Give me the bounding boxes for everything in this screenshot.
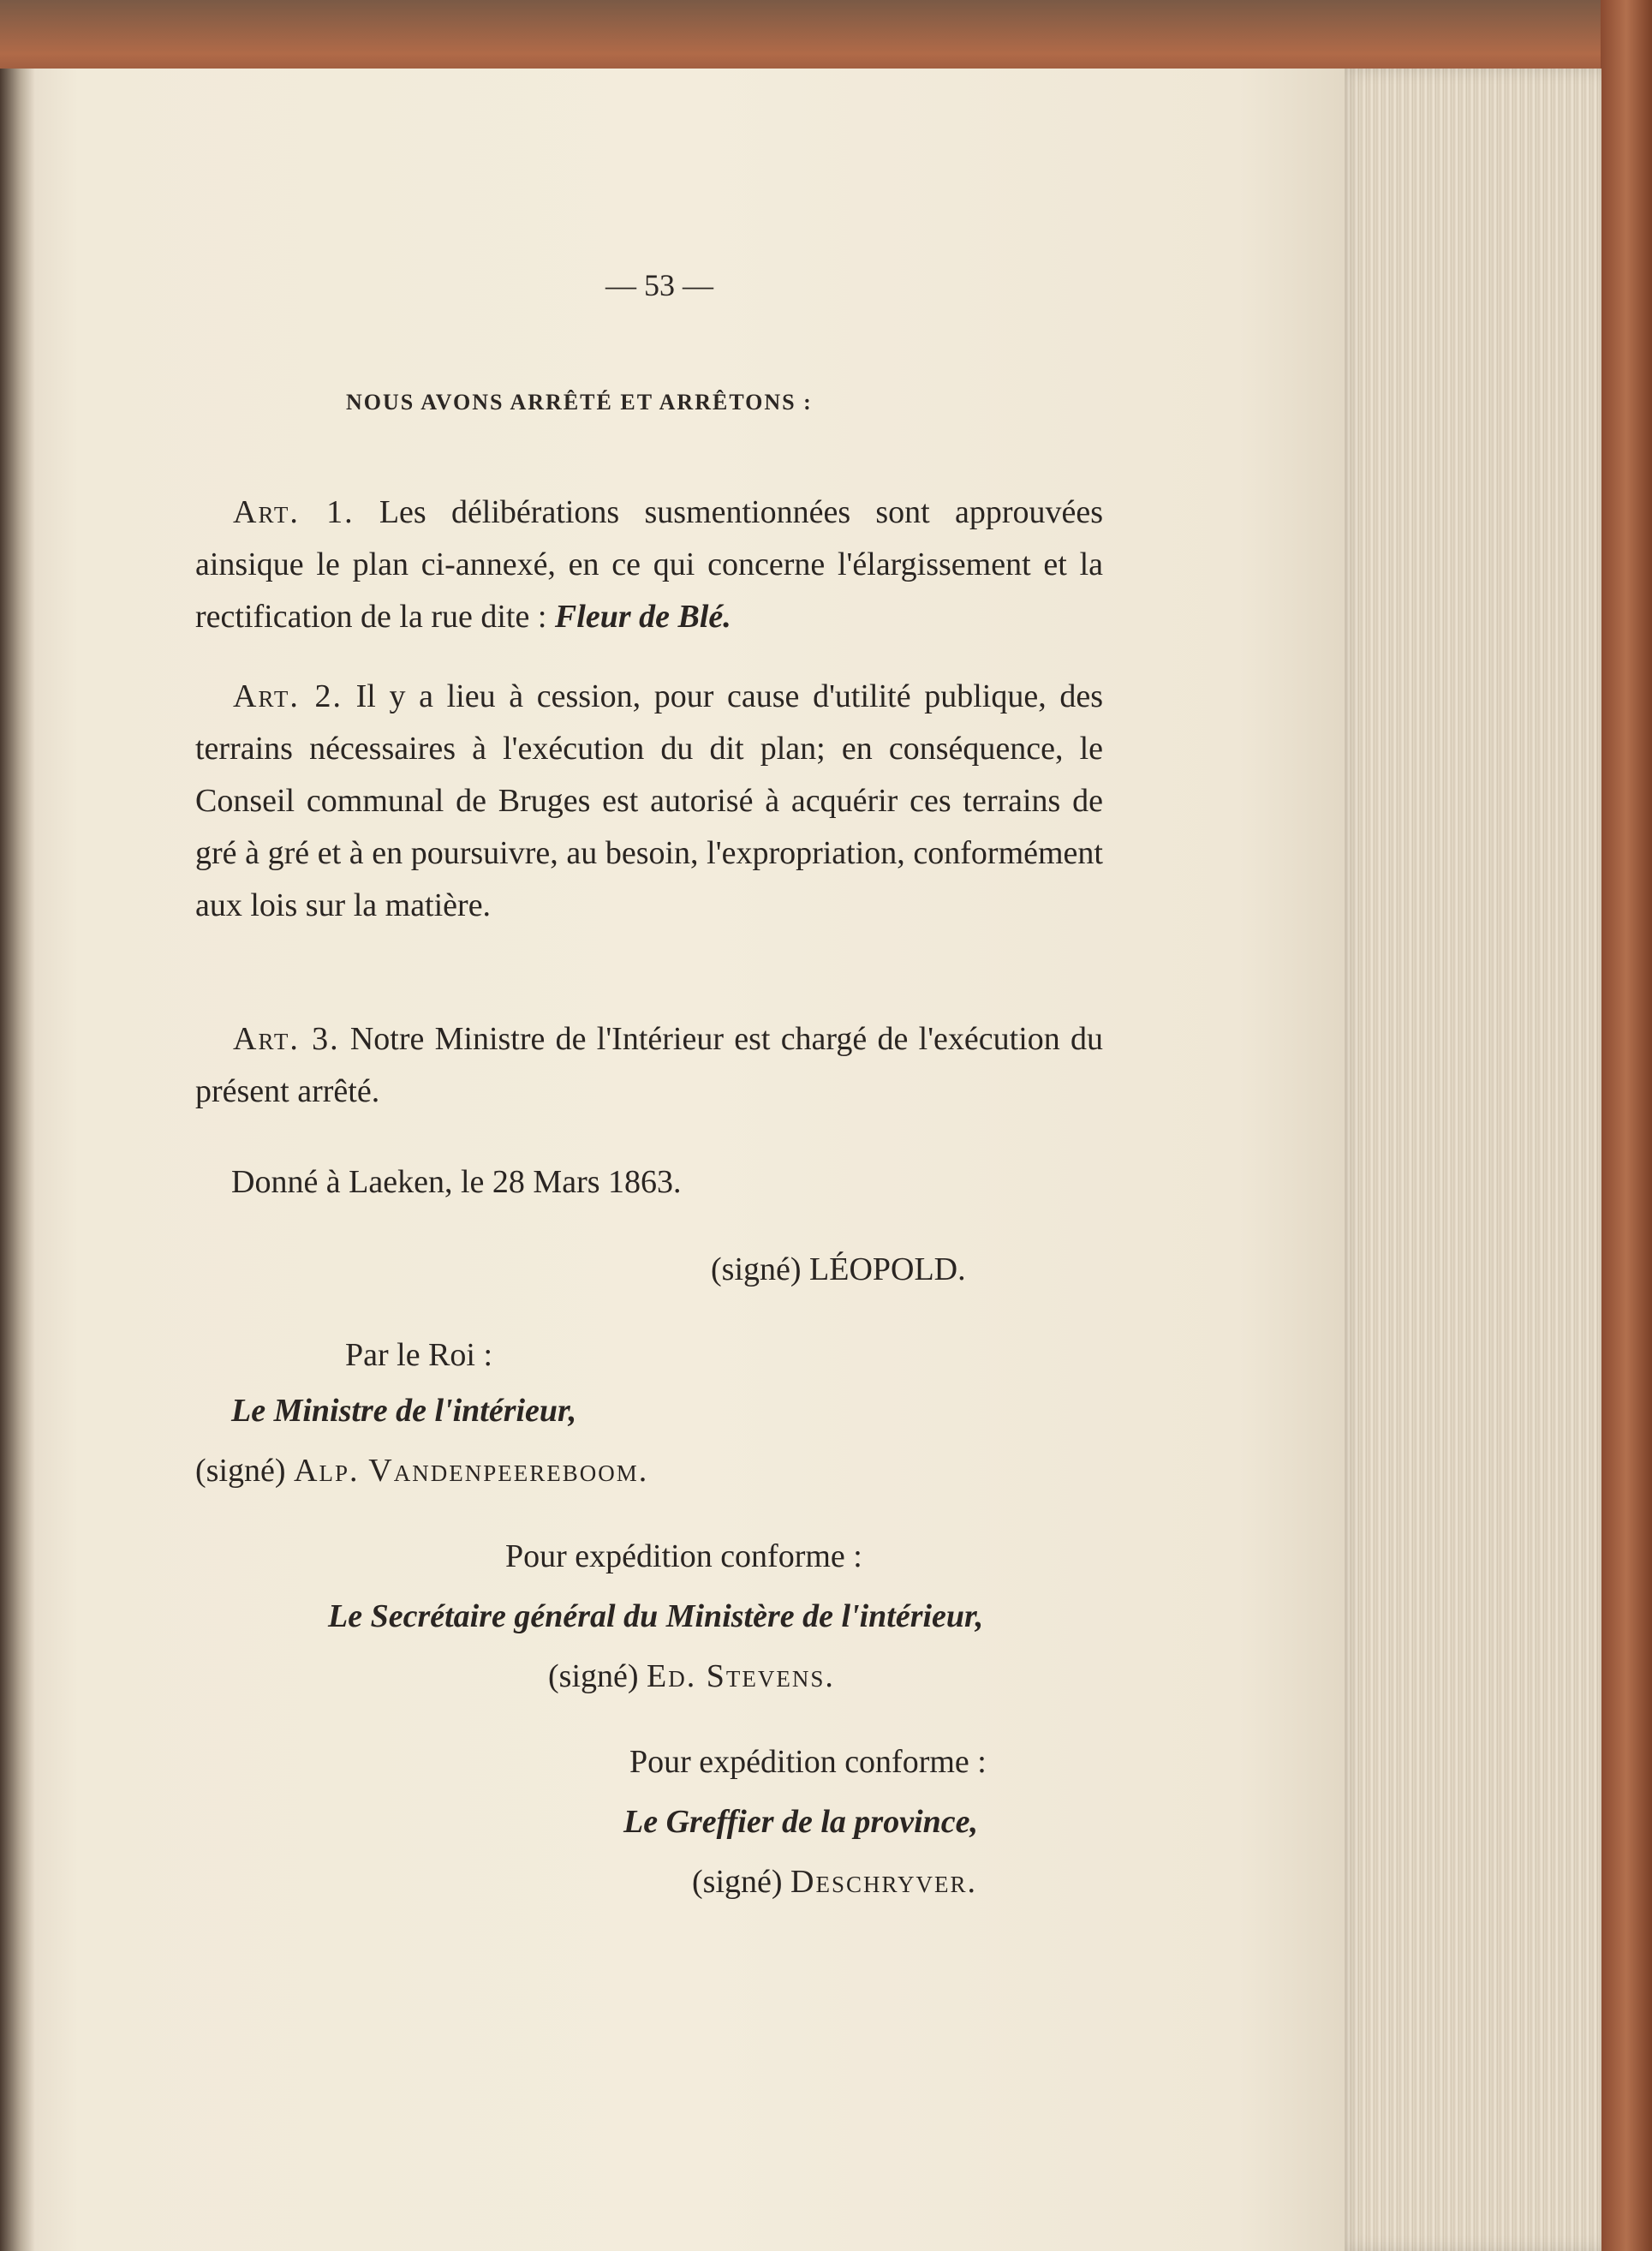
par-le-roi: Par le Roi : — [345, 1337, 493, 1373]
decree-heading: NOUS AVONS ARRÊTÉ ET ARRÊTONS : — [346, 390, 813, 415]
given-date: Donné à Laeken, le 28 Mars 1863. — [231, 1164, 682, 1200]
book-gutter — [0, 69, 34, 2251]
book-cover-right-edge — [1601, 0, 1652, 2251]
article-3-text: Notre Ministre de l'Intérieur est chargé de l'exécution du présent arrêté. — [195, 1021, 1104, 1109]
article-3 — [195, 1013, 1103, 1118]
secretary-name: Ed. Stevens. — [647, 1658, 835, 1694]
article-1 — [195, 487, 1103, 643]
article-2-label: Art. 2. — [233, 678, 343, 714]
article-1-emphasis: Fleur de Blé. — [554, 599, 731, 635]
greffier-signature — [692, 1863, 977, 1901]
article-1-label: Art. 1. — [233, 494, 355, 530]
greffier-name: Deschryver. — [790, 1864, 978, 1900]
secretary-signed-prefix: (signé) — [548, 1658, 639, 1694]
article-2-text: Il y a lieu à cession, pour cause d'utilité publique, des terrains nécessaires à l'exécution du dit plan; en conséquence, le Conseil communal de Bruges est autorisé à acquérir ces terrains de gré à gré et à en poursuivre, au besoin, l'expropriation, conformément aux lois sur la matière. — [195, 678, 1103, 923]
minister-name: Alp. Vandenpeereboom. — [294, 1453, 649, 1489]
book-cover-top-edge — [0, 0, 1652, 77]
greffier-signed-prefix: (signé) — [692, 1864, 783, 1900]
article-2 — [195, 671, 1103, 932]
greffier-title: Le Greffier de la province, — [623, 1804, 979, 1840]
secretary-title: Le Secrétaire général du Ministère de l'intérieur, — [328, 1598, 984, 1634]
article-3-label: Art. 3. — [233, 1021, 340, 1057]
expedition-2: Pour expédition conforme : — [629, 1744, 987, 1780]
minister-signature — [195, 1452, 648, 1490]
minister-signed-prefix: (signé) — [195, 1453, 286, 1489]
page-number: — 53 — — [605, 268, 713, 302]
secretary-signature — [548, 1657, 835, 1695]
page-fore-edge — [1336, 69, 1601, 2251]
expedition-1: Pour expédition conforme : — [505, 1538, 862, 1574]
article-1-text: Les délibérations susmentionnées sont approuvées ainsique le plan ci-annexé, en ce qui concerne l'élargissement et la rectification de la rue dite : — [195, 494, 1103, 635]
king-signature: (signé) LÉOPOLD. — [711, 1251, 966, 1287]
minister-title: Le Ministre de l'intérieur, — [231, 1393, 577, 1429]
